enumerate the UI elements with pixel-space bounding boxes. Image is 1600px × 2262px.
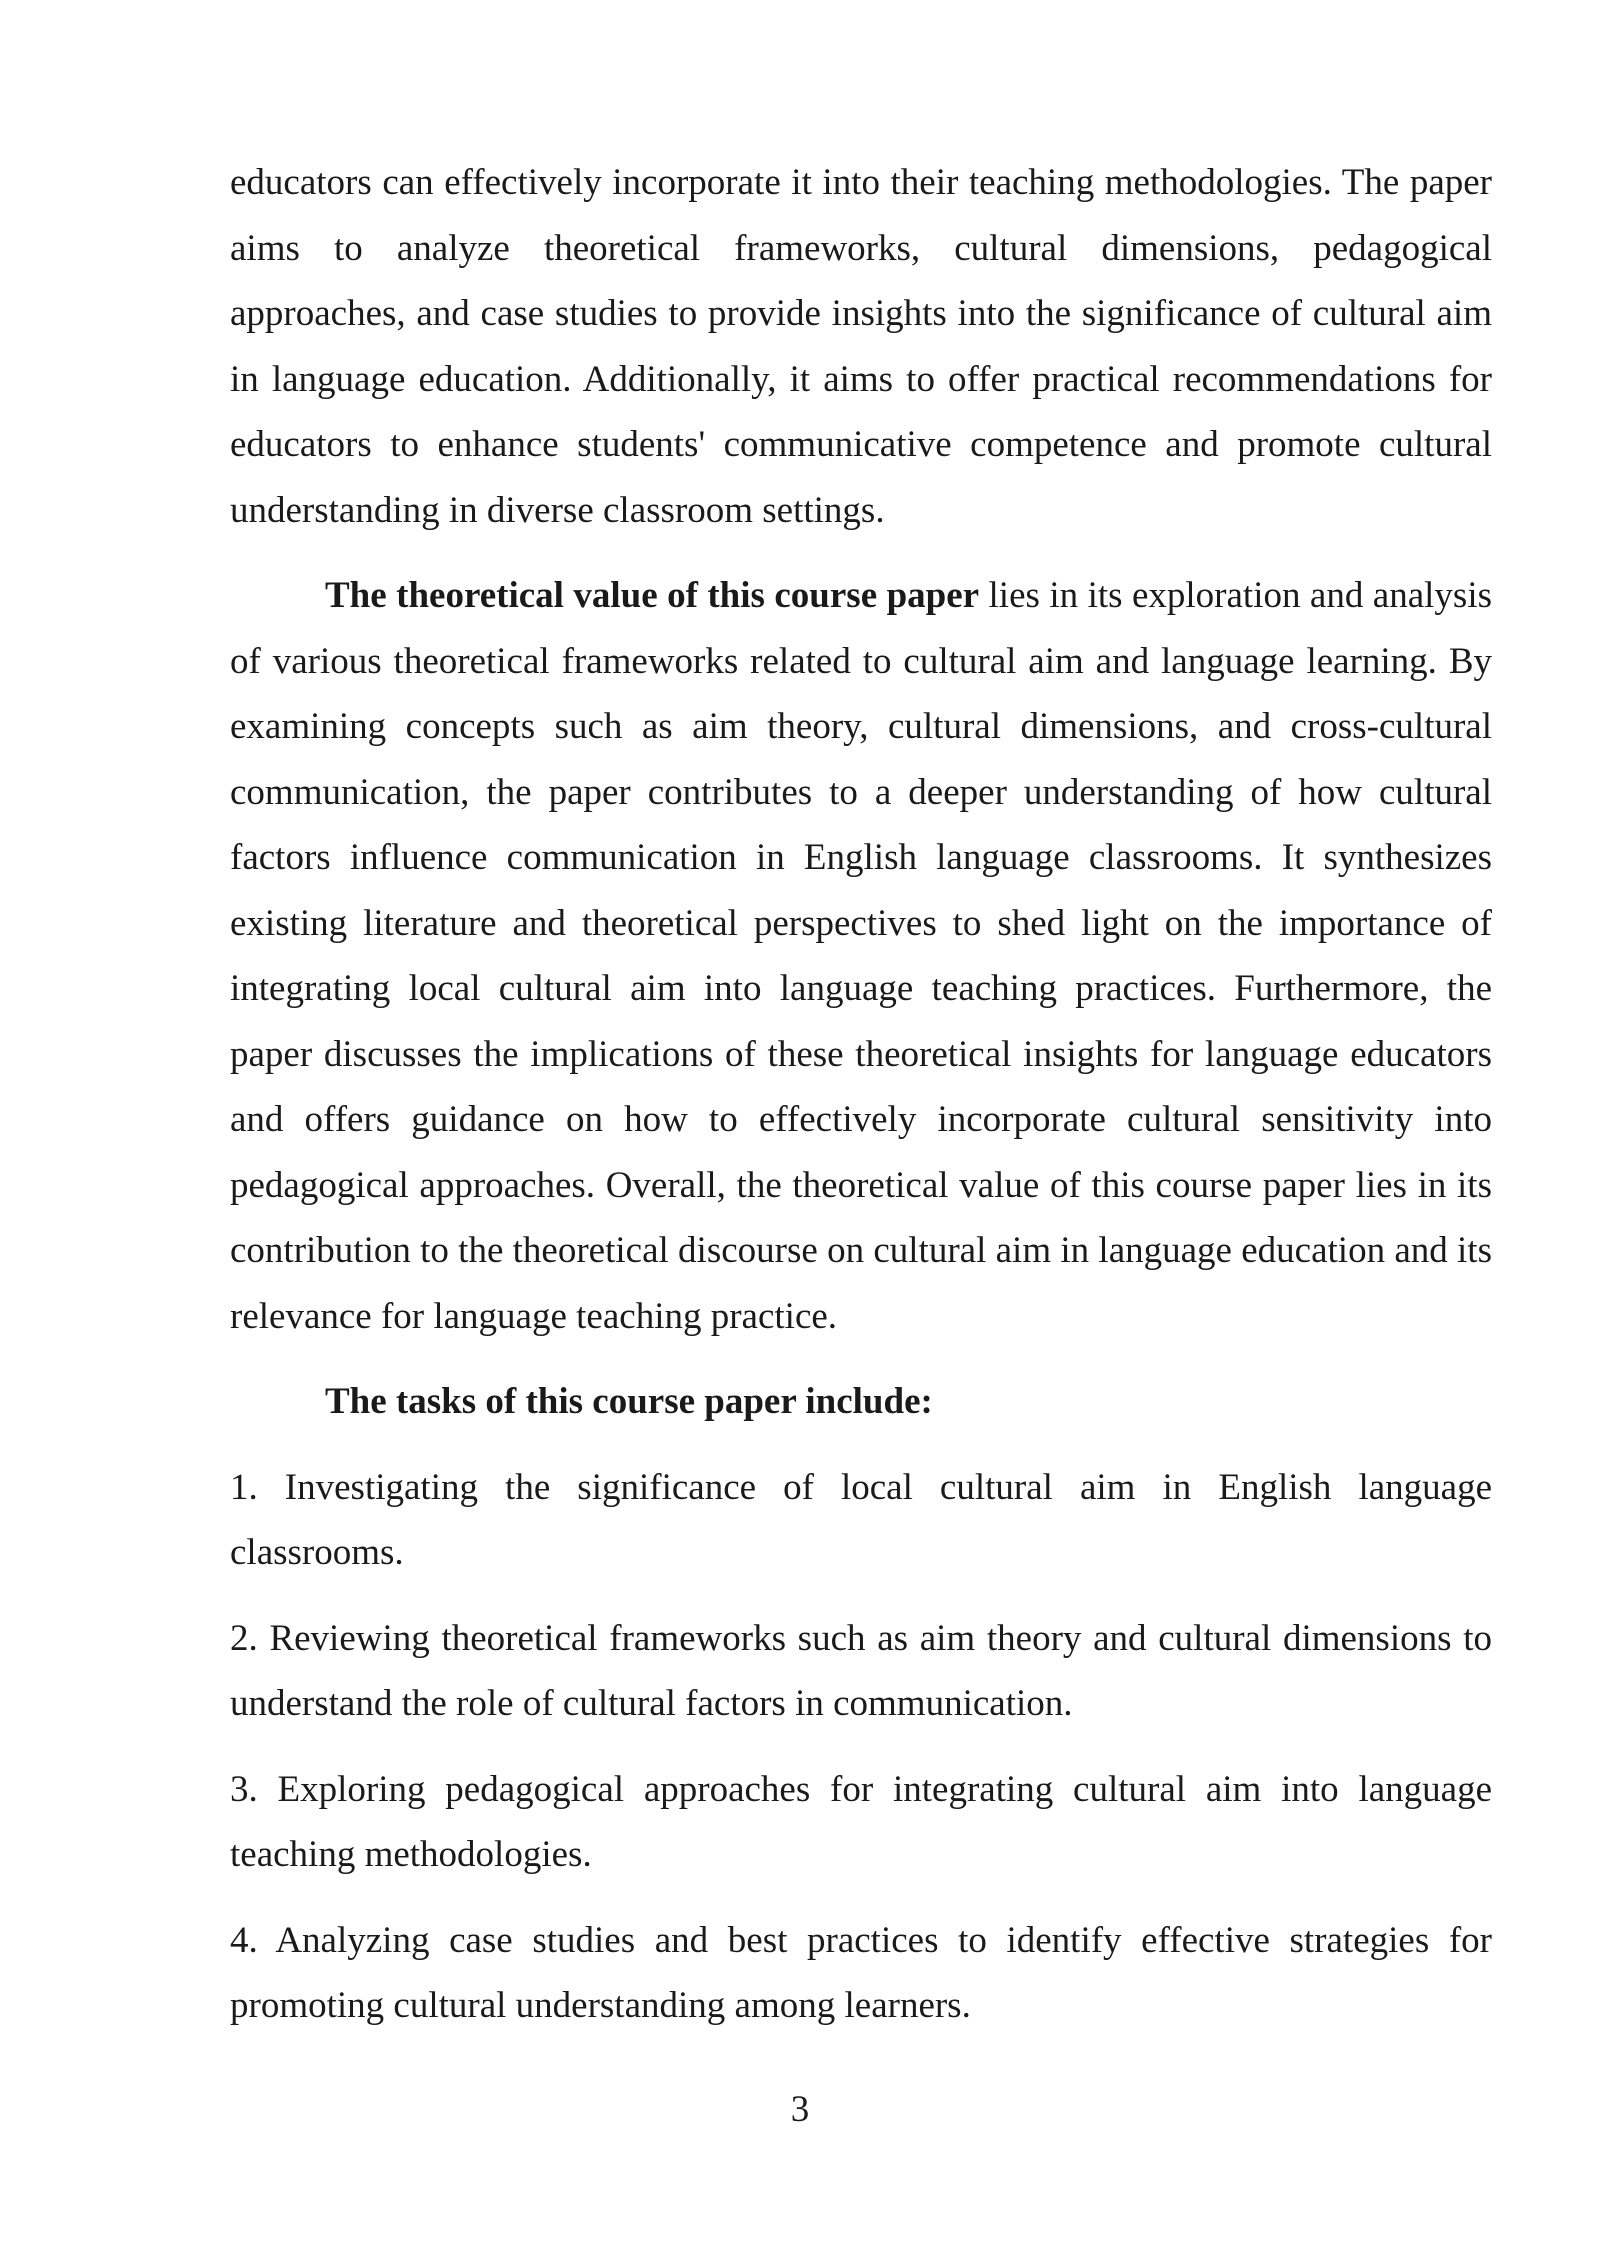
task-item-2: 2. Reviewing theoretical frameworks such as aim theory and cultural dimensions to understand the role of cultural factors in communication. [230, 1617, 1492, 1724]
task-item-1: 1. Investigating the significance of local cultural aim in English language classrooms. [230, 1466, 1492, 1573]
task-item-4: 4. Analyzing case studies and best practices to identify effective strategies for promoting cultural understanding among learners. [230, 1919, 1492, 2026]
intro-paragraph: educators can effectively incorporate it into their teaching methodologies. The paper aims to analyze theoretical frameworks, cultural dimensions, pedagogical approaches, and case studies to provide insights into the significance of cultural aim in language education. Additionally, it aims to offer practical recommendations for educators to enhance students' communicative competence and promote cultural understanding in diverse classroom settings. [230, 162, 1492, 531]
theoretical-value-paragraph [230, 563, 1492, 1349]
theoretical-value-text: lies in its exploration and analysis of various theoretical frameworks related to cultural aim and language learning. By examining concepts such as aim theory, cultural dimensions, and cross-cultural communication, the paper contributes to a deeper understanding of how cultural factors influence communication in English language classrooms. It synthesizes existing literature and theoretical perspectives to shed light on the importance of integrating local cultural aim into language teaching practices. Furthermore, the paper discusses the implications of these theoretical insights for language educators and offers guidance on how to effectively incorporate cultural sensitivity into pedagogical approaches. Overall, the theoretical value of this course paper lies in its contribution to the theoretical discourse on cultural aim in language education and its relevance for language teaching practice. [230, 575, 1492, 1337]
task-item-3: 3. Exploring pedagogical approaches for integrating cultural aim into language teaching methodologies. [230, 1768, 1492, 1875]
tasks-heading: The tasks of this course paper include: [325, 1381, 933, 1422]
theoretical-value-lead: The theoretical value of this course paper [325, 575, 980, 616]
page-number: 3 [790, 2089, 810, 2130]
document-page [230, 150, 1492, 2059]
